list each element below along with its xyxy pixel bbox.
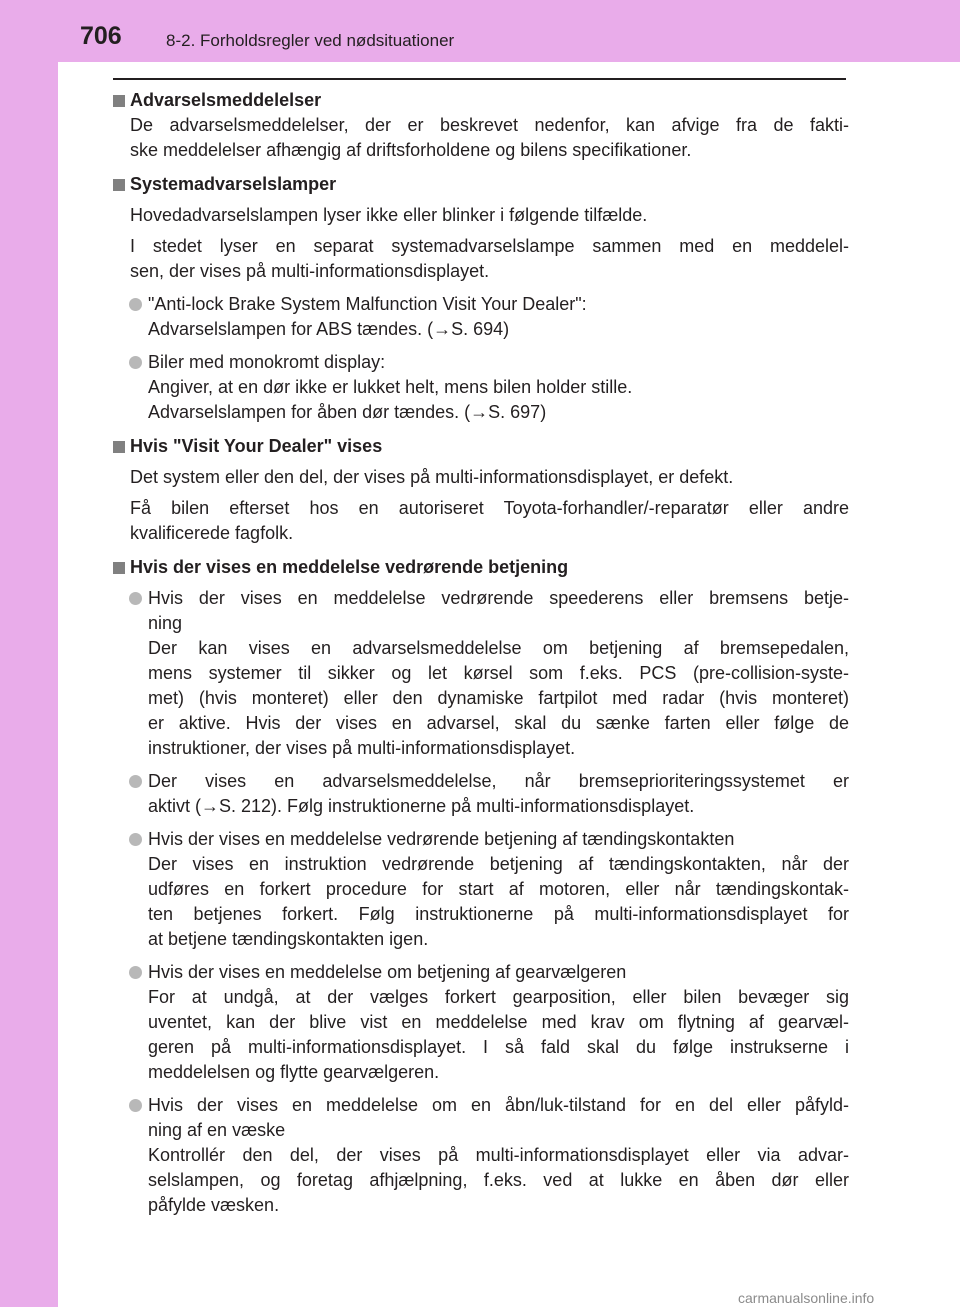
text-line: kvalificerede fagfolk. [130,523,294,543]
circle-bullet-icon [129,833,142,846]
circle-bullet-icon [129,966,142,979]
circle-bullet-icon [129,1099,142,1112]
text-line: Der vises en advarselsmeddelelse, når bremseprioriteringssystemet er [148,771,849,791]
text-line: geren på multi-informationsdisplayet. I så fald skal du følge instrukserne i [148,1037,849,1057]
paragraph [113,234,849,284]
text-line: De advarselsmeddelelser, der er beskrevet nedenfor, kan afvige fra de fakti- [130,115,849,135]
square-bullet-icon [113,95,125,107]
circle-bullet-icon [129,775,142,788]
text-line: Angiver, at en dør ikke er lukket helt, mens bilen holder stille. [148,377,633,397]
text-line: ning af en væske [148,1120,286,1140]
text-line: Få bilen efterset hos en autoriseret Toyota-forhandler/-reparatør eller andre [130,498,849,518]
bullet-item [113,292,849,342]
square-bullet-icon [113,562,125,574]
text-line: Advarselslampen for åben dør tændes. (→S. 697) [148,402,547,422]
section-title: 8-2. Forholdsregler ved nødsituationer [166,31,455,50]
text-line: at betjene tændingskontakten igen. [148,929,429,949]
circle-bullet-icon [129,298,142,311]
watermark-link[interactable]: carmanualsonline.info [738,1290,875,1306]
text-line: uventet, kan der blive vist en meddelelse med krav om flytning af gearvæl- [148,1012,849,1032]
text-line: Der vises en instruktion vedrørende betjening af tændingskontakten, når der [148,854,849,874]
square-bullet-icon [113,179,125,191]
text-line: Biler med monokromt display: [148,352,386,372]
heading-betjening [113,555,849,580]
bullet-item [113,350,849,425]
header-rule [113,78,846,80]
side-tab-strip [0,0,58,1307]
square-bullet-icon [113,441,125,453]
page-body [113,88,849,1218]
text-line: ten betjenes forkert. Følg instruktionerne på multi-informationsdisplayet for [148,904,849,924]
text-line: mens systemer til sikker og let kørsel som f.eks. PCS (pre-collision-syste- [148,663,849,683]
bullet-item [113,1093,849,1218]
text-line: ning [148,613,183,633]
bullet-item [113,827,849,952]
text-line: meddelelsen og flytte gearvælgeren. [148,1062,440,1082]
text-line: met) (hvis monteret) eller den dynamiske fartpilot med radar (hvis monteret) [148,688,849,708]
text-line: instruktioner, der vises på multi-informationsdisplayet. [148,738,576,758]
text-line: For at undgå, at der vælges forkert gearposition, eller bilen bevæger sig [148,987,849,1007]
text-line: Der kan vises en advarselsmeddelelse om betjening af bremsepedalen, [148,638,849,658]
paragraph [113,203,849,228]
text-line: Hvis der vises en meddelelse vedrørende betjening af tændingskontakten [148,829,735,849]
text-line: "Anti-lock Brake System Malfunction Visit Your Dealer": [148,294,587,314]
circle-bullet-icon [129,592,142,605]
circle-bullet-icon [129,356,142,369]
heading-text: Hvis "Visit Your Dealer" vises [130,436,383,456]
bullet-item [113,960,849,1085]
text-line: Det system eller den del, der vises på multi-informationsdisplayet, er defekt. [130,467,734,487]
heading-advarselsmeddelelser [113,88,849,113]
paragraph [113,496,849,546]
text-line: udføres en forkert procedure for start af motoren, eller når tændingskontak- [148,879,849,899]
text-line: ske meddelelser afhængig af driftsforholdene og bilens specifikationer. [130,140,692,160]
text-line: selslampen, og foretag afhjælpning, f.eks. ved at lukke en åben dør eller [148,1170,849,1190]
paragraph [113,113,849,163]
text-line: er aktive. Hvis der vises en advarsel, skal du sænke farten eller følge de [148,713,849,733]
heading-text: Systemadvarselslamper [130,174,337,194]
paragraph [113,465,849,490]
text-line: Hovedadvarselslampen lyser ikke eller blinker i følgende tilfælde. [130,205,648,225]
text-line: sen, der vises på multi-informationsdisplayet. [130,261,490,281]
heading-text: Hvis der vises en meddelelse vedrørende betjening [130,557,569,577]
text-line: Hvis der vises en meddelelse om en åbn/luk-tilstand for en del eller påfyld- [148,1095,849,1115]
text-line: Advarselslampen for ABS tændes. (→S. 694) [148,319,510,339]
bullet-item [113,769,849,819]
heading-visit-your-dealer [113,434,849,459]
text-line: aktivt (→S. 212). Følg instruktionerne på multi-informationsdisplayet. [148,796,695,816]
text-line: Kontrollér den del, der vises på multi-informationsdisplayet eller via advar- [148,1145,849,1165]
bullet-item [113,586,849,761]
text-line: påfylde væsken. [148,1195,280,1215]
heading-text: Advarselsmeddelelser [130,90,322,110]
text-line: Hvis der vises en meddelelse vedrørende speederens eller bremsens betje- [148,588,849,608]
text-line: I stedet lyser en separat systemadvarselslampe sammen med en meddelel- [130,236,849,256]
page-number: 706 [80,22,122,50]
heading-systemadvarselslamper [113,172,849,197]
text-line: Hvis der vises en meddelelse om betjening af gearvælgeren [148,962,627,982]
